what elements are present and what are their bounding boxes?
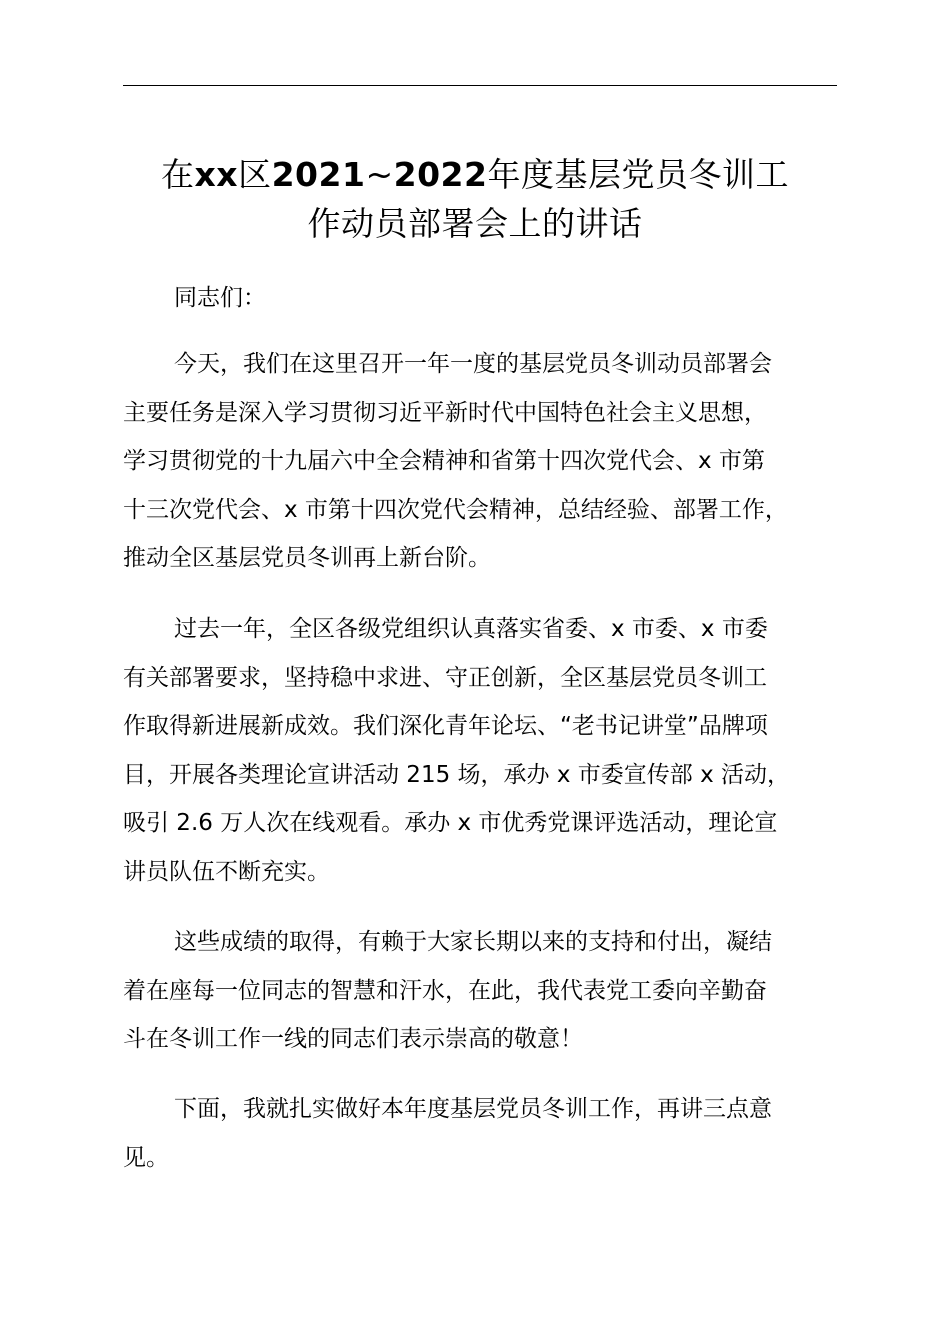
header-rule (123, 85, 837, 86)
paragraph-3 (123, 918, 863, 1064)
paragraph-line: 这些成绩的取得，有赖于大家长期以来的支持和付出，凝结 (174, 929, 772, 955)
paragraph-line: 讲员队伍不断充实。 (123, 858, 330, 885)
document-title (100, 150, 850, 248)
paragraph-line: 推动全区基层党员冬训再上新台阶。 (123, 545, 491, 571)
paragraph-1 (123, 340, 863, 583)
paragraph-line: 目，开展各类理论宣讲活动 215 场，承办 x 市委宣传部 x 活动， (123, 761, 790, 788)
salutation-text: 同志们： (174, 285, 266, 311)
paragraph-line: 着在座每一位同志的智慧和汗水，在此，我代表党工委向辛勤奋 (123, 977, 767, 1004)
paragraph-2 (123, 605, 863, 896)
paragraph-line: 下面，我就扎实做好本年度基层党员冬训工作，再讲三点意 (174, 1096, 772, 1122)
paragraph-line: 今天，我们在这里召开一年一度的基层党员冬训动员部署会 (174, 351, 772, 377)
paragraph-line: 有关部署要求，坚持稳中求进、守正创新，全区基层党员冬训工 (123, 664, 767, 691)
salutation (123, 274, 863, 323)
paragraph-line: 作取得新进展新成效。我们深化青年论坛、“老书记讲堂”品牌项 (123, 713, 768, 739)
paragraph-line: 主要任务是深入学习贯彻习近平新时代中国特色社会主义思想， (123, 399, 767, 426)
paragraph-line: 学习贯彻党的十九届六中全会精神和省第十四次党代会、x 市第 (123, 448, 765, 474)
paragraph-line: 吸引 2.6 万人次在线观看。承办 x 市优秀党课评选活动，理论宣 (123, 810, 778, 836)
title-line-1: 在xx区2021~2022年度基层党员冬训工 (161, 155, 789, 194)
title-line-2: 作动员部署会上的讲话 (307, 204, 643, 243)
paragraph-line: 见。 (123, 1144, 169, 1171)
paragraph-line: 十三次党代会、x 市第十四次党代会精神，总结经验、部署工作， (123, 496, 788, 523)
paragraph-line: 斗在冬训工作一线的同志们表示崇高的敬意！ (123, 1026, 583, 1052)
paragraph-4 (123, 1085, 863, 1182)
paragraph-line: 过去一年，全区各级党组织认真落实省委、x 市委、x 市委 (174, 616, 768, 642)
